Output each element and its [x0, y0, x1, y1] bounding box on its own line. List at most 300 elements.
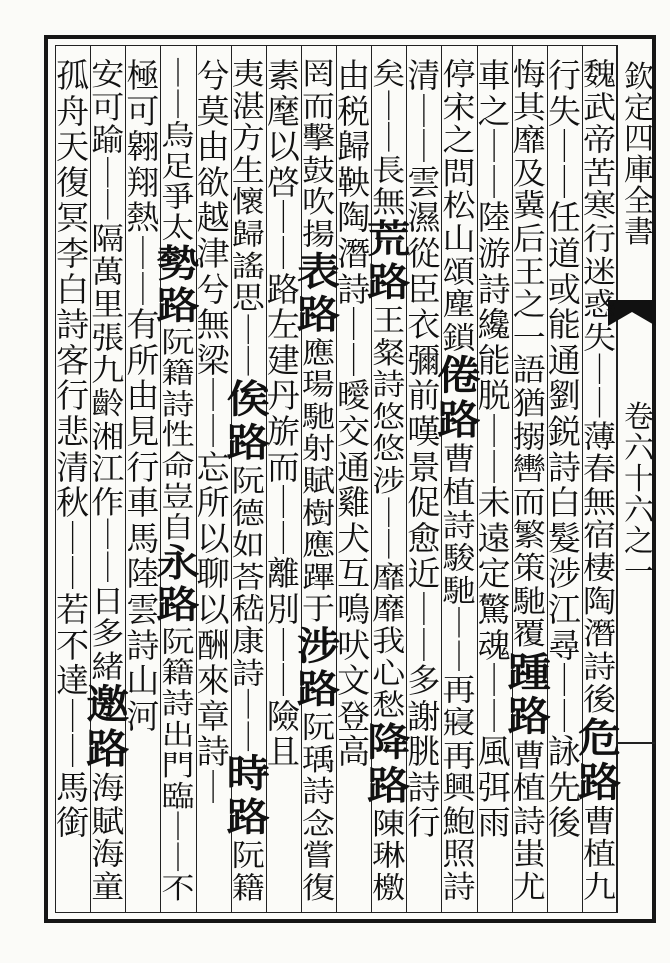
text-char: 別	[266, 589, 300, 629]
text-char: 彌	[407, 340, 441, 380]
text-char: 或	[547, 269, 581, 309]
text-char: 清	[407, 56, 441, 95]
text-char: 出	[161, 717, 195, 751]
text-char: ｜	[337, 340, 371, 380]
text-char: 自	[161, 510, 195, 545]
text-char: 天	[56, 127, 90, 167]
text-char: 之	[477, 91, 511, 131]
text-char: 纔	[477, 305, 511, 345]
text-char: 蹕	[301, 559, 335, 595]
text-char: ｜	[56, 732, 90, 772]
text-char: 任	[547, 198, 581, 238]
text-char: 童	[91, 868, 125, 906]
margin-char: 欽	[624, 60, 654, 95]
text-char: 再	[442, 737, 476, 774]
text-char: 促	[407, 483, 441, 523]
text-char: 吹	[301, 184, 335, 220]
text-char: 定	[477, 554, 511, 594]
text-char: 日	[91, 582, 125, 619]
text-char: ｜	[477, 696, 511, 736]
text-char: 策	[512, 549, 546, 586]
margin-char: 庫	[624, 153, 654, 188]
text-char: 通	[547, 340, 581, 380]
text-char: 詩	[512, 803, 546, 840]
text-char: 可	[126, 91, 160, 131]
text-char: 由	[126, 376, 160, 416]
text-char: 應	[301, 334, 335, 370]
text-char: 靡	[372, 591, 406, 627]
text-char: 萬	[91, 253, 125, 290]
text-char: 路	[156, 284, 200, 328]
text-char: 山	[442, 220, 476, 257]
text-char: ｜	[372, 120, 406, 156]
text-char: 不	[161, 871, 195, 906]
text-char: 樹	[301, 495, 335, 531]
text-char: 馳	[442, 572, 476, 609]
text-char: ｜	[547, 661, 581, 701]
text-char: 秋	[56, 483, 90, 523]
text-char: 馬	[56, 767, 90, 807]
text-char: ｜	[477, 162, 511, 202]
text-char: 罔	[301, 56, 335, 92]
margin-char: 卷	[624, 400, 654, 435]
text-char: 登	[337, 696, 371, 736]
text-char: 轡	[512, 451, 546, 488]
text-char: 九	[91, 352, 125, 389]
text-char: 河	[126, 696, 160, 736]
text-char: 悠	[372, 430, 406, 467]
text-char: 復	[56, 162, 90, 202]
text-char: 靡	[372, 559, 406, 595]
text-char: 陶	[582, 582, 616, 619]
text-char: 極	[126, 56, 160, 95]
text-char: 表	[296, 249, 340, 295]
text-char: ｜	[56, 518, 90, 558]
text-char: 若	[56, 589, 90, 629]
text-char: 曹	[512, 737, 546, 774]
text-char: ｜	[266, 198, 300, 238]
text-char: 客	[56, 340, 90, 380]
text-char: 吠	[337, 625, 371, 665]
text-char: 康	[231, 623, 265, 659]
text-char: 潛	[337, 233, 371, 273]
text-char: 路	[156, 583, 200, 628]
text-char: 詩	[582, 648, 616, 685]
text-char: 無	[196, 305, 230, 345]
text-char: 籍	[161, 355, 195, 390]
text-char: 長	[372, 152, 406, 188]
text-char: ｜	[91, 154, 125, 191]
text-char: 謠	[231, 248, 265, 284]
text-char: 寢	[442, 704, 476, 741]
text-char: 植	[442, 474, 476, 511]
text-char: 來	[196, 661, 230, 701]
text-char: 李	[56, 233, 90, 273]
text-char: 薄	[582, 418, 616, 455]
text-char: 植	[582, 836, 616, 873]
text-char: 路	[437, 397, 481, 444]
text-char: 冀	[512, 187, 546, 224]
text-char: 再	[442, 671, 476, 708]
text-char: 悔	[512, 56, 546, 93]
text-char: 車	[126, 483, 160, 523]
text-char: 所	[196, 483, 230, 523]
text-char: 俟	[226, 377, 270, 423]
text-char: 海	[91, 836, 125, 873]
text-char: 詩	[442, 868, 476, 906]
text-char: 射	[301, 430, 335, 467]
text-char: 涉	[296, 624, 340, 670]
text-char: 而	[301, 88, 335, 124]
margin-char: 書	[624, 215, 654, 250]
text-char: 以	[196, 518, 230, 558]
text-char: 近	[407, 554, 441, 594]
text-char: 歸	[337, 127, 371, 167]
text-char: 路	[226, 420, 270, 466]
text-char: ｜	[231, 312, 265, 348]
text-char: ｜	[161, 56, 195, 91]
text-char: 太	[161, 210, 195, 245]
text-char: 豈	[161, 479, 195, 514]
text-char: 嵇	[231, 591, 265, 627]
text-char: ｜	[161, 840, 195, 875]
text-char: 尋	[547, 625, 581, 665]
text-char: ｜	[196, 376, 230, 416]
text-char: 臨	[161, 778, 195, 813]
text-char: ｜	[266, 518, 300, 558]
text-char: 旂	[266, 411, 300, 451]
text-char: 馳	[301, 398, 335, 435]
text-char: 津	[196, 233, 230, 273]
text-char: ｜	[266, 483, 300, 523]
text-char: ｜	[161, 87, 195, 121]
text-char: 阮	[161, 624, 195, 659]
text-char: 行	[56, 376, 90, 416]
text-char: 嘆	[407, 411, 441, 451]
text-char: 鮑	[442, 803, 476, 840]
text-char: 詠	[547, 732, 581, 772]
text-char: 揚	[301, 216, 335, 252]
text-char: 寒	[582, 187, 616, 224]
text-char: ｜	[231, 344, 265, 380]
text-char: 塵	[442, 286, 476, 323]
text-char: 朓	[407, 732, 441, 772]
text-char: ｜	[56, 696, 90, 736]
text-char: 靡	[512, 121, 546, 159]
text-char: 蚩	[512, 836, 546, 873]
text-char: 酬	[196, 625, 230, 665]
text-char: 詩	[231, 655, 265, 691]
text-char: ｜	[477, 661, 511, 701]
text-char: 詩	[196, 732, 230, 772]
text-char: 之	[512, 286, 546, 323]
text-char: 鳴	[337, 589, 371, 629]
text-char: ｜	[477, 447, 511, 487]
text-char: ｜	[407, 625, 441, 665]
text-char: ｜	[407, 91, 441, 131]
text-char: 迷	[582, 253, 616, 290]
text-char: 文	[337, 661, 371, 701]
text-char: 兮	[196, 269, 230, 309]
text-char: 能	[547, 305, 581, 345]
margin-char: 四	[624, 122, 654, 157]
text-char: 惑	[582, 286, 616, 323]
text-char: 山	[126, 661, 160, 701]
text-char: 停	[442, 56, 476, 93]
text-char: 遠	[477, 518, 511, 558]
text-char: 宋	[442, 89, 476, 126]
text-char: 欲	[196, 162, 230, 202]
text-char: 鼓	[301, 152, 335, 188]
text-char: 路	[296, 292, 340, 338]
text-char: 籍	[161, 655, 195, 690]
text-char: 緒	[91, 648, 125, 685]
text-char: 瑀	[301, 741, 335, 777]
text-char: 詩	[56, 305, 90, 345]
text-char: 賦	[301, 462, 335, 499]
text-char: 越	[196, 198, 230, 238]
text-char: 搦	[512, 418, 546, 455]
text-char: 而	[512, 484, 546, 521]
text-char: 鞅	[337, 162, 371, 202]
text-char: 詩	[477, 269, 511, 309]
text-char: 曹	[442, 441, 476, 478]
margin-char: 六	[624, 493, 654, 528]
text-char: 張	[91, 319, 125, 356]
text-char: 交	[337, 411, 371, 451]
text-char: ｜	[372, 495, 406, 531]
margin-char: 定	[624, 91, 654, 126]
text-char: 由	[337, 56, 371, 95]
text-char: 後	[547, 803, 581, 843]
text-char: 先	[547, 767, 581, 807]
text-char: 植	[512, 770, 546, 807]
text-char: 門	[161, 748, 195, 782]
text-char: 清	[56, 447, 90, 487]
text-char: 行	[582, 220, 616, 257]
margin-char: 六	[624, 431, 654, 466]
text-char: 命	[161, 448, 195, 483]
text-char: 詩	[442, 506, 476, 544]
text-char: 于	[301, 591, 335, 627]
text-char: 及	[512, 154, 546, 191]
text-char: 永	[156, 542, 200, 586]
text-char: 魂	[477, 625, 511, 665]
text-char: 脱	[477, 376, 511, 416]
text-char: 涉	[547, 554, 581, 594]
text-char: 鋭	[547, 411, 581, 451]
text-char: 武	[582, 89, 616, 126]
margin-title	[622, 62, 656, 248]
text-char: 詩	[126, 625, 160, 665]
text-char: ｜	[266, 233, 300, 273]
text-char: 章	[196, 696, 230, 736]
text-char: 念	[301, 805, 335, 841]
text-char: 由	[196, 127, 230, 167]
text-char: 而	[266, 447, 300, 487]
text-char: 詩	[337, 269, 371, 309]
text-char: 所	[126, 340, 160, 380]
text-char: 失	[547, 91, 581, 131]
text-char: ｜	[91, 516, 125, 553]
text-char: 松	[442, 187, 476, 224]
text-char: ｜	[477, 127, 511, 167]
text-char: 愈	[407, 518, 441, 558]
text-char: 行	[407, 803, 441, 843]
text-char: 思	[231, 280, 265, 316]
text-char: 懷	[231, 184, 265, 220]
text-char: 后	[512, 220, 546, 257]
text-char: 夷	[231, 56, 265, 92]
text-char: 心	[372, 655, 406, 691]
text-char: 行	[126, 447, 160, 487]
text-char: 時	[226, 752, 270, 798]
text-char: 路	[86, 726, 130, 774]
text-char: 復	[301, 869, 335, 905]
text-char: 銜	[56, 803, 90, 843]
text-char: 且	[266, 732, 300, 772]
text-char: 啓	[266, 162, 300, 202]
text-char: 荒	[367, 217, 411, 263]
text-char: 江	[91, 451, 125, 488]
text-char: 冥	[56, 198, 90, 238]
text-char: 未	[477, 483, 511, 523]
text-char: 歸	[231, 216, 265, 252]
text-char: 勢	[156, 242, 200, 286]
text-char: 可	[91, 89, 125, 126]
text-char: ｜	[547, 162, 581, 202]
text-char: 阮	[161, 324, 195, 359]
text-char: 路	[266, 269, 300, 309]
text-char: 悲	[56, 411, 90, 451]
text-char: 荅	[231, 559, 265, 595]
text-char: 賦	[91, 803, 125, 840]
text-char: 雨	[477, 803, 511, 843]
text-char: 驚	[477, 589, 511, 629]
text-char: 涉	[372, 462, 406, 499]
text-char: 湛	[231, 88, 265, 124]
text-char: 多	[91, 615, 125, 652]
text-char: 邀	[86, 682, 130, 729]
text-char: 白	[547, 483, 581, 523]
text-char: ｜	[372, 527, 406, 563]
text-char: 路	[577, 759, 621, 806]
text-char: 忘	[196, 447, 230, 487]
text-char: 之	[442, 121, 476, 159]
text-char: 詩	[161, 386, 195, 421]
text-char: 路	[367, 763, 411, 809]
text-char: 犬	[337, 518, 371, 558]
text-char: 降	[367, 720, 411, 766]
text-char: 尤	[512, 868, 546, 906]
text-char: 繁	[512, 516, 546, 553]
text-char: ｜	[266, 661, 300, 701]
text-char: 籍	[231, 869, 265, 905]
text-char: 通	[337, 447, 371, 487]
text-char: ｜	[91, 187, 125, 224]
text-char: 足	[161, 148, 195, 183]
text-char: 建	[266, 340, 300, 380]
text-char: 以	[196, 589, 230, 629]
text-char: 無	[372, 184, 406, 220]
text-char: 詩	[161, 686, 195, 721]
text-char: 生	[231, 152, 265, 188]
text-char: 離	[266, 554, 300, 594]
text-char: 性	[161, 417, 195, 452]
text-char: 陸	[477, 198, 511, 238]
text-char: 如	[231, 527, 265, 563]
text-char: 路	[226, 795, 270, 841]
text-char: 達	[56, 661, 90, 701]
text-char: 道	[547, 233, 581, 273]
text-char: 作	[91, 484, 125, 521]
text-char: 熱	[126, 198, 160, 238]
text-char: 帝	[582, 121, 616, 159]
text-char: 孤	[56, 56, 90, 95]
text-char: 愁	[372, 687, 406, 723]
text-char: 宿	[582, 516, 616, 553]
text-char: 素	[266, 56, 300, 95]
text-char: 不	[56, 625, 90, 665]
text-char: 覆	[512, 615, 546, 652]
text-char: 麾	[266, 91, 300, 131]
text-char: ｜	[231, 719, 265, 755]
text-char: 雲	[126, 589, 160, 629]
text-char: 江	[547, 589, 581, 629]
text-char: 詩	[372, 366, 406, 402]
text-char: ｜	[547, 127, 581, 167]
text-char: 阮	[231, 837, 265, 873]
text-char: 擊	[301, 120, 335, 156]
text-char: 税	[337, 91, 371, 131]
text-char: 隔	[91, 220, 125, 257]
text-char: 我	[372, 623, 406, 659]
text-char: 莫	[196, 91, 230, 131]
text-char: 海	[91, 770, 125, 807]
text-char: 阮	[231, 462, 265, 499]
text-char: 倦	[437, 353, 481, 400]
text-char: 見	[126, 411, 160, 451]
text-column	[51, 58, 95, 841]
text-char: ｜	[196, 767, 230, 807]
text-char: 前	[407, 376, 441, 416]
text-char: 棲	[582, 549, 616, 586]
text-char: 阮	[301, 709, 335, 745]
text-char: 危	[577, 715, 621, 762]
text-char: 九	[582, 868, 616, 906]
text-char: 苦	[582, 154, 616, 191]
text-char: 互	[337, 554, 371, 594]
margin-rule-mark	[617, 742, 655, 744]
text-char: 行	[547, 56, 581, 95]
text-char: 齡	[91, 385, 125, 422]
text-char: 曹	[582, 803, 616, 840]
text-char: 景	[407, 447, 441, 487]
text-char: ｜	[407, 589, 441, 629]
text-char: 踰	[91, 121, 125, 159]
text-char: 魏	[582, 56, 616, 93]
text-char: 弭	[477, 767, 511, 807]
text-char: 有	[126, 305, 160, 345]
text-char: 以	[266, 127, 300, 167]
text-char: 聊	[196, 554, 230, 594]
text-char: 瑒	[301, 366, 335, 402]
text-char: ｜	[126, 269, 160, 309]
text-char: ｜	[56, 554, 90, 594]
text-char: 矣	[372, 56, 406, 92]
text-char: 髮	[547, 518, 581, 558]
text-char: ｜	[582, 352, 616, 389]
